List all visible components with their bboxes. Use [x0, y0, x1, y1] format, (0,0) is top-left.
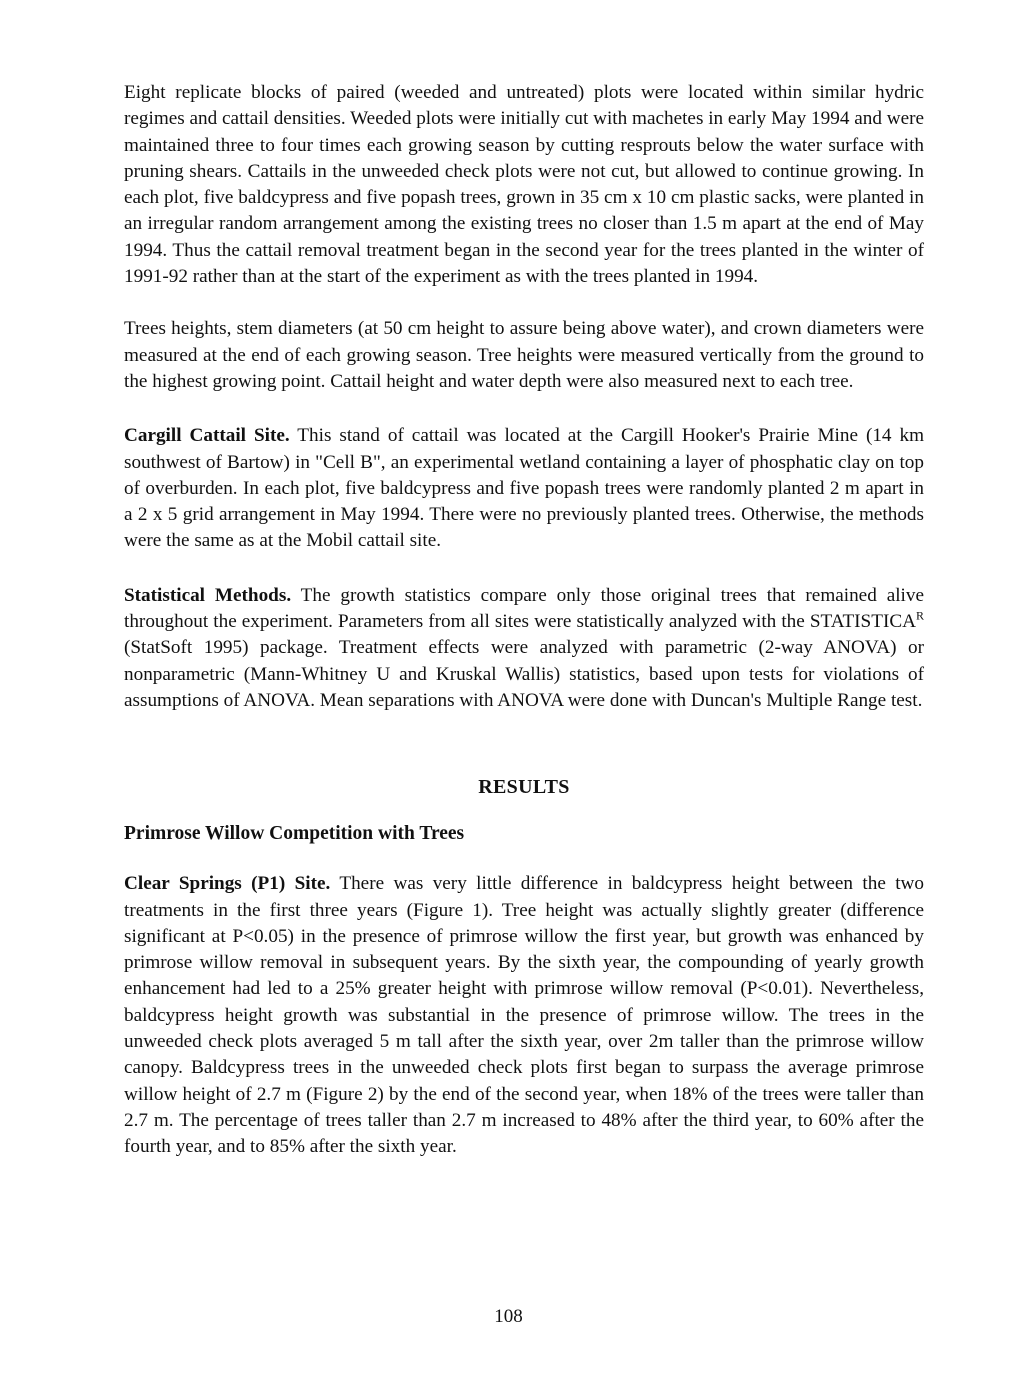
statistical-methods-body-a: The growth statistics compare only those original trees that remained alive throughout the experiment. Parameters from all sites were statistically analyzed with the STATISTICA: [124, 584, 924, 633]
paragraph-statistical-methods: [124, 583, 924, 714]
registered-superscript: R: [915, 608, 924, 623]
clear-springs-body: There was very little difference in baldcypress height between the two treatments in the first three years (Figure 1). Tree height was actually slightly greater (difference significant at P<0.05) in the presence of primrose willow the first year, but growth was enhanced by primrose willow removal in subsequent years. By the sixth year, the compounding of yearly growth enhancement had led to a 25% greater height with primrose willow removal (P<0.01). Nevertheless, baldcypress height growth was substantial in the presence of primrose willow. The trees in the unweeded check plots averaged 5 m tall after the sixth year, over 2m taller than the primrose willow canopy. Baldcypress trees in the unweeded check plots first began to surpass the average primrose willow height of 2.7 m (Figure 2) by the end of the second year, when 18% of the trees were taller than 2.7 m. The percentage of trees taller than 2.7 m increased to 48% after the third year, to 60% after the fourth year, and to 85% after the sixth year.: [124, 873, 924, 1158]
page-body: [124, 72, 924, 1161]
cargill-site-lead: Cargill Cattail Site.: [124, 425, 290, 447]
paragraph-cargill-site: [124, 423, 924, 554]
subsection-heading: Primrose Willow Competition with Trees: [124, 823, 465, 845]
cargill-site-body: This stand of cattail was located at the Cargill Hooker's Prairie Mine (14 km southwest of Bartow) in "Cell B", an experimental wetland containing a layer of phosphatic clay on top of overburden. In each plot, five baldcypress and five popash trees were randomly planted 2 m apart in a 2 x 5 grid arrangement in May 1994. There were no previously planted trees. Otherwise, the methods were the same as at the Mobil cattail site.: [124, 425, 924, 552]
paragraph-clear-springs: [124, 871, 924, 1160]
paragraph-measurements: Trees heights, stem diameters (at 50 cm height to assure being above water), and crown diameters were measured at the end of each growing season. Tree heights were measured vertically from the ground to the highest growing point. Cattail height and water depth were also measured next to each tree.: [124, 318, 924, 392]
results-heading: RESULTS: [478, 776, 570, 799]
statistical-methods-body-b: (StatSoft 1995) package. Treatment effects were analyzed with parametric (2-way ANOVA) or nonparametric (Mann-Whitney U and Kruskal Wallis) statistics, based upon tests for violations of assumptions of ANOVA. Mean separations with ANOVA were done with Duncan's Multiple Range test.: [124, 637, 924, 711]
clear-springs-lead: Clear Springs (P1) Site.: [124, 873, 331, 895]
statistical-methods-lead: Statistical Methods.: [124, 584, 292, 606]
page-number: 108: [494, 1306, 523, 1327]
paragraph-plot-methods: Eight replicate blocks of paired (weeded and untreated) plots were located within similar hydric regimes and cattail densities. Weeded plots were initially cut with machetes in early May 1994 and were maintained three to four times each growing season by cutting resprouts below the water surface with pruning shears. Cattails in the unweeded check plots were not cut, but allowed to continue growing. In each plot, five baldcypress and five popash trees, grown in 35 cm x 10 cm plastic sacks, were planted in an irregular random arrangement among the existing trees no closer than 1.5 m apart at the end of May 1994. Thus the cattail removal treatment began in the second year for the trees planted in the winter of 1991-92 rather than at the start of the experiment as with the trees planted in 1994.: [124, 82, 924, 288]
